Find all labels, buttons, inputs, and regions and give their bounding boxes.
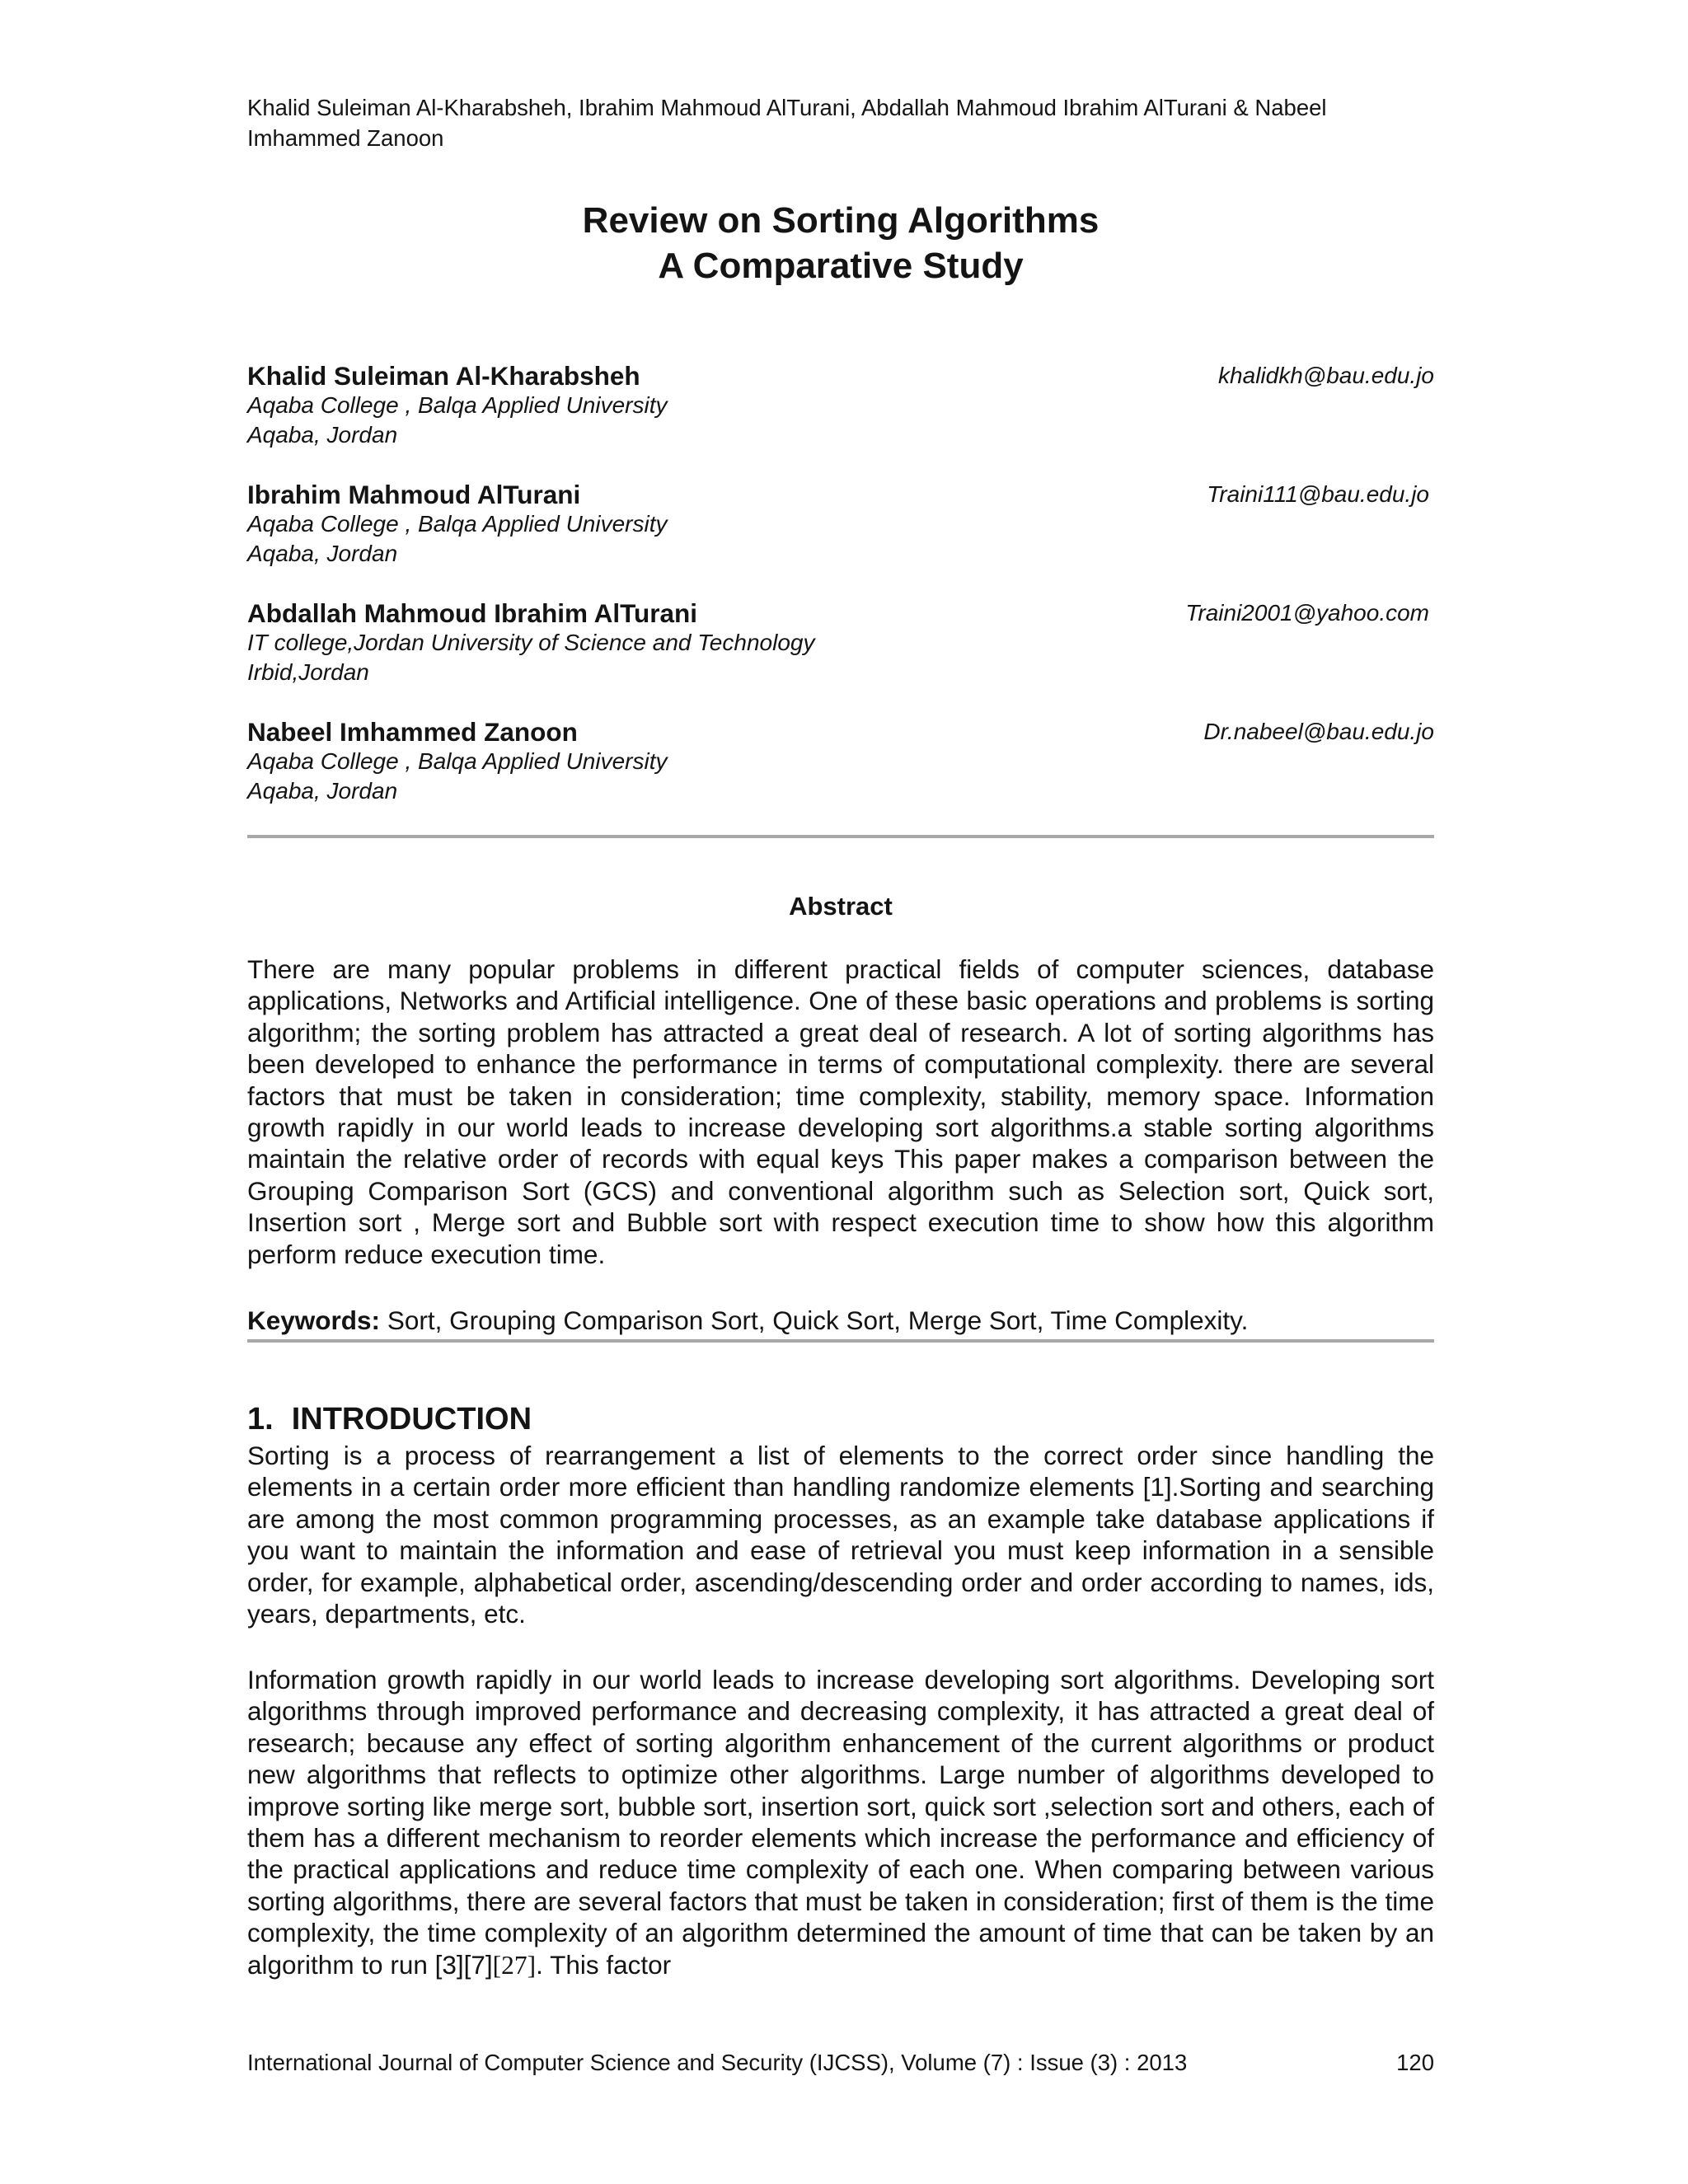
author-affiliation: IT college,Jordan University of Science and Technology: [247, 630, 815, 655]
abstract-body: There are many popular problems in different practical fields of computer sciences, database applications, Networks and Artificial intelligence. One of these basic operations and problems is sorting algorithm; the sorting problem has attracted a great deal of research. A lot of sorting algorithms has been developed to enhance the performance in terms of computational complexity. there are several factors that must be taken in consideration; time complexity, stability, memory space. Information growth rapidly in our world leads to increase developing sort algorithms.a stable sorting algorithms maintain the relative order of records with equal keys This paper makes a comparison between the Grouping Comparison Sort (GCS) and conventional algorithm such as Selection sort, Quick sort, Insertion sort , Merge sort and Bubble sort with respect execution time to show how this algorithm perform reduce execution time.: [247, 954, 1434, 1269]
keywords-text: Sort, Grouping Comparison Sort, Quick Sort, Merge Sort, Time Complexity.: [387, 1305, 1249, 1335]
abstract-heading: Abstract: [789, 892, 893, 921]
paper-title: [247, 198, 1434, 288]
paragraph-text: . This factor: [536, 1949, 672, 1980]
author-location: Irbid,Jordan: [247, 659, 369, 685]
journal-citation: International Journal of Computer Science and Security (IJCSS), Volume (7) : Issue (3) : 2013: [247, 2050, 1188, 2075]
section-number: 1.: [247, 1402, 274, 1436]
author-name: Ibrahim Mahmoud AlTurani: [247, 480, 581, 509]
intro-paragraph-2: [247, 1664, 1434, 1981]
author-affiliation: Aqaba College , Balqa Applied University: [247, 511, 668, 537]
running-head: Khalid Suleiman Al-Kharabsheh, Ibrahim Mahmoud AlTurani, Abdallah Mahmoud Ibrahim AlTurani & Nabeel Imhammed Zanoon: [247, 95, 1327, 151]
section-heading: [247, 1399, 1434, 1439]
author-block: [247, 361, 1434, 450]
keywords-line: [247, 1304, 1434, 1337]
keywords-label: Keywords:: [247, 1305, 381, 1335]
author-email: Traini111@bau.edu.jo: [1207, 481, 1429, 507]
divider-rule: [247, 1339, 1434, 1343]
author-email: Traini2001@yahoo.com: [1185, 600, 1429, 626]
paragraph-text: Information growth rapidly in our world leads to increase developing sort algorithms. Developing sort algorithms through improved performance and decreasing complexity, it has attracted a great deal of research; because any effect of sorting algorithm enhancement of the current algorithms or product new algorithms that reflects to optimize other algorithms. Large number of algorithms developed to improve sorting like merge sort, bubble sort, insertion sort, quick sort ,selection sort and others, each of them has a different mechanism to reorder elements which increase the performance and efficiency of the practical applications and reduce time complexity of each one. When comparing between various sorting algorithms, there are several factors that must be taken in consideration; first of them is the time complexity, the time complexity of an algorithm determined the amount of time that can be taken by an algorithm to run [3][7]: [247, 1665, 1434, 1980]
page-number: 120: [1396, 2050, 1434, 2075]
author-block: [247, 480, 1434, 569]
author-affiliation: Aqaba College , Balqa Applied University: [247, 748, 668, 774]
author-name: Nabeel Imhammed Zanoon: [247, 717, 578, 747]
author-block: [247, 717, 1434, 806]
title-line-2: A Comparative Study: [658, 246, 1024, 286]
author-location: Aqaba, Jordan: [247, 541, 398, 566]
divider-rule: [247, 835, 1434, 838]
page-footer: [247, 2048, 1434, 2078]
section-title: INTRODUCTION: [291, 1402, 532, 1436]
author-name: Abdallah Mahmoud Ibrahim AlTurani: [247, 598, 698, 628]
title-line-1: Review on Sorting Algorithms: [582, 200, 1100, 241]
intro-paragraph-1: Sorting is a process of rearrangement a list of elements to the correct order since handling the elements in a certain order more efficient than handling randomize elements [1].Sorting and searching are among the most common programming processes, as an example take database applications if you want to maintain the information and ease of retrieval you must keep information in a sensible order, for example, alphabetical order, ascending/descending order and order according to names, ids, years, departments, etc.: [247, 1441, 1434, 1629]
author-email: khalidkh@bau.edu.jo: [1218, 363, 1434, 388]
author-location: Aqaba, Jordan: [247, 422, 398, 448]
author-email: Dr.nabeel@bau.edu.jo: [1203, 719, 1434, 744]
author-name: Khalid Suleiman Al-Kharabsheh: [247, 361, 640, 391]
citation-reference: [27]: [492, 1950, 537, 1980]
author-block: [247, 598, 1434, 687]
author-location: Aqaba, Jordan: [247, 778, 398, 804]
author-affiliation: Aqaba College , Balqa Applied University: [247, 392, 668, 418]
